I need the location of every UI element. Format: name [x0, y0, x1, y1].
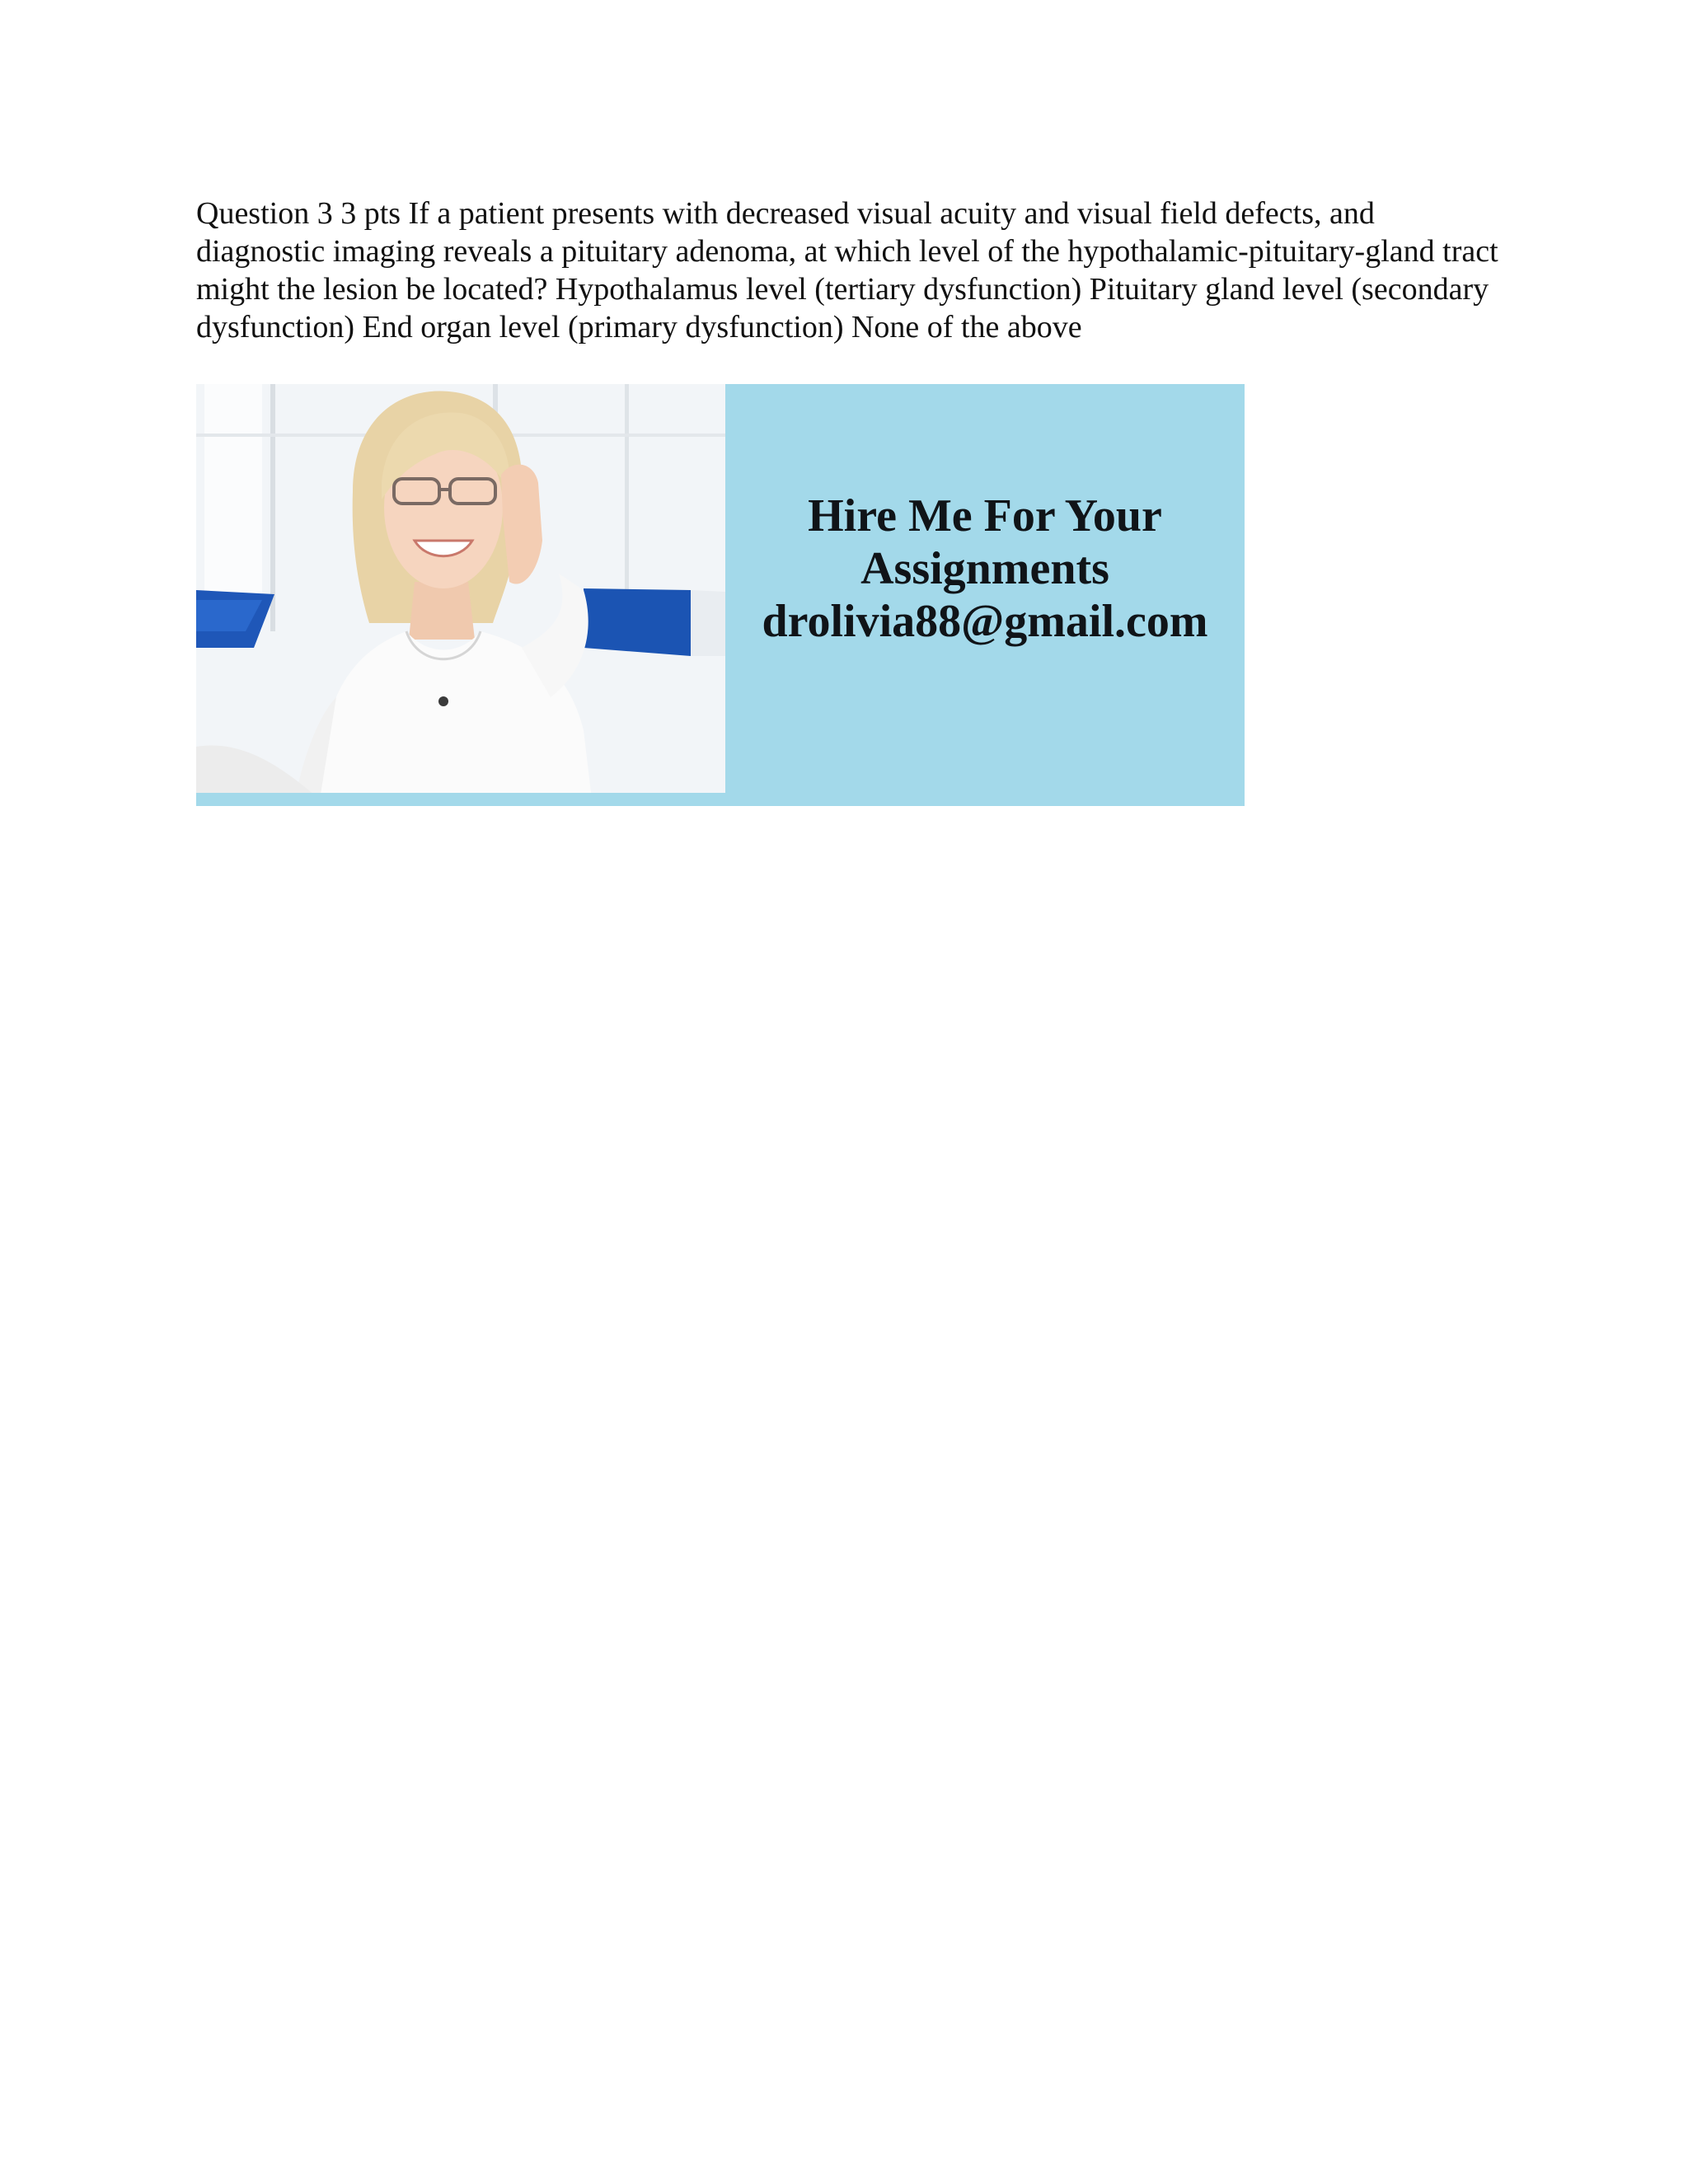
photo-bottom-strip: [196, 793, 725, 799]
promo-banner-image: [196, 384, 1245, 806]
promo-line-hire: Hire Me For Your: [808, 490, 1162, 541]
woman-photo-illustration: [196, 384, 725, 799]
promo-text-panel: [725, 384, 1245, 806]
woman-photo: [196, 384, 725, 799]
promo-line-assignments: Assignments: [860, 543, 1109, 594]
promo-text: [725, 490, 1245, 648]
question-text: Question 3 3 pts If a patient presents with decreased visual acuity and visual field defects, and diagnostic imaging reveals a pituitary adenoma, at which level of the hypothalamic-pituitary-gland tract might the lesion be located? Hypothalamus level (tertiary dysfunction) Pituitary gland level (secondary dysfunction) End organ level (primary dysfunction) None of the above: [196, 196, 1498, 344]
promo-line-email: drolivia88@gmail.com: [762, 596, 1208, 647]
